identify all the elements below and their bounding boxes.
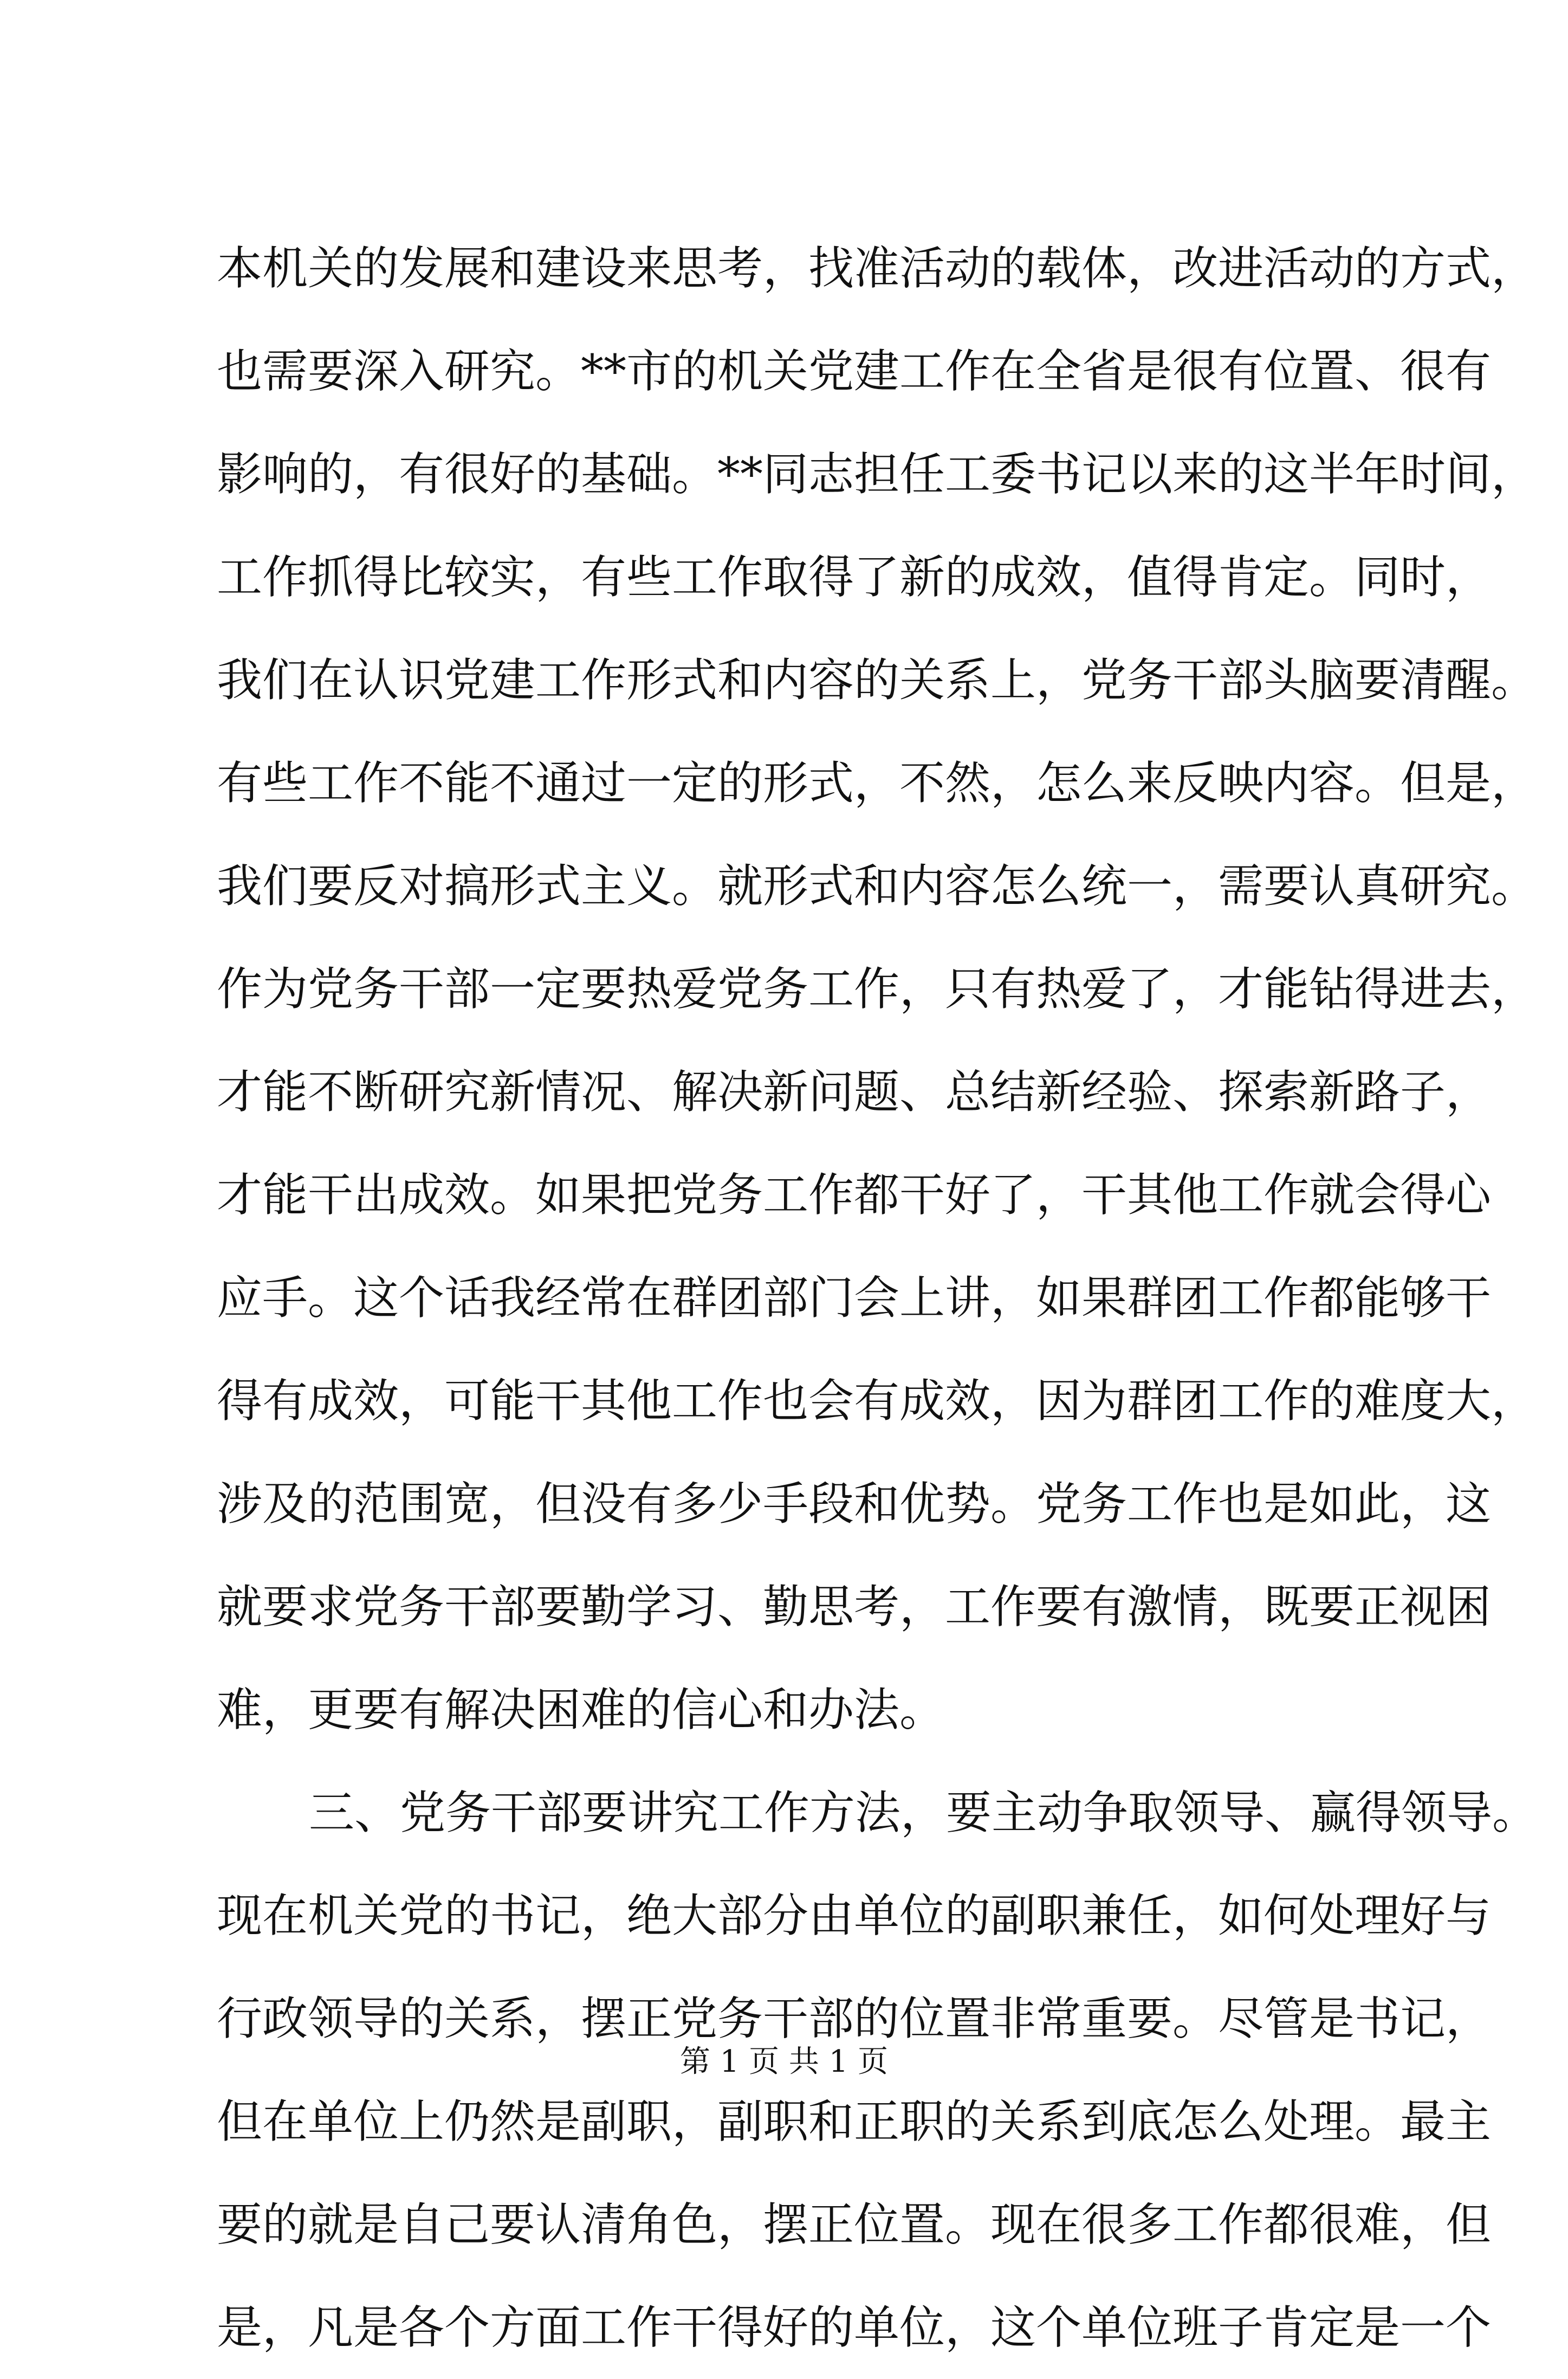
text-line: 作为党务干部一定要热爱党务工作，只有热爱了，才能钻得进去， (217, 962, 1537, 1016)
text-line: 现在机关党的书记，绝大部分由单位的副职兼任，如何处理好与 (217, 1889, 1492, 1942)
text-line: 工作抓得比较实，有些工作取得了新的成效，值得肯定。同时， (217, 551, 1492, 604)
text-line: 我们要反对搞形式主义。就形式和内容怎么统一，需要认真研究。 (217, 859, 1537, 913)
text-line: 才能干出成效。如果把党务工作都干好了，干其他工作就会得心 (217, 1168, 1492, 1221)
text-line: 应手。这个话我经常在群团部门会上讲，如果群团工作都能够干 (217, 1271, 1492, 1324)
text-line: 我们在认识党建工作形式和内容的关系上，党务干部头脑要清醒。 (217, 654, 1537, 707)
text-line: 有些工作不能不通过一定的形式，不然，怎么来反映内容。但是， (217, 757, 1537, 810)
text-line: 难，更要有解决困难的信心和办法。 (217, 1683, 945, 1736)
text-line: 就要求党务干部要勤学习、勤思考，工作要有激情，既要正视困 (217, 1580, 1492, 1633)
text-line: 涉及的范围宽，但没有多少手段和优势。党务工作也是如此，这 (217, 1477, 1492, 1530)
text-line: 但在单位上仍然是副职，副职和正职的关系到底怎么处理。最主 (217, 2095, 1492, 2148)
text-line: 是，凡是各个方面工作干得好的单位，这个单位班子肯定是一个 (217, 2301, 1492, 2354)
text-line: 本机关的发展和建设来思考，找准活动的载体，改进活动的方式， (217, 242, 1537, 295)
page-footer: 第 1 页 共 1 页 (679, 2044, 889, 2079)
text-line: 三、党务干部要讲究工作方法，要主动争取领导、赢得领导。 (309, 1786, 1538, 1839)
text-line: 要的就是自己要认清角色，摆正位置。现在很多工作都很难，但 (217, 2198, 1492, 2251)
text-line: 才能不断研究新情况、解决新问题、总结新经验、探索新路子， (217, 1065, 1492, 1119)
text-line: 行政领导的关系，摆正党务干部的位置非常重要。尽管是书记， (217, 1992, 1492, 2045)
text-line: 也需要深入研究。**市的机关党建工作在全省是很有位置、很有 (217, 345, 1492, 398)
text-line: 得有成效，可能干其他工作也会有成效，因为群团工作的难度大， (217, 1374, 1537, 1427)
text-line: 影响的，有很好的基础。**同志担任工委书记以来的这半年时间， (217, 448, 1537, 501)
